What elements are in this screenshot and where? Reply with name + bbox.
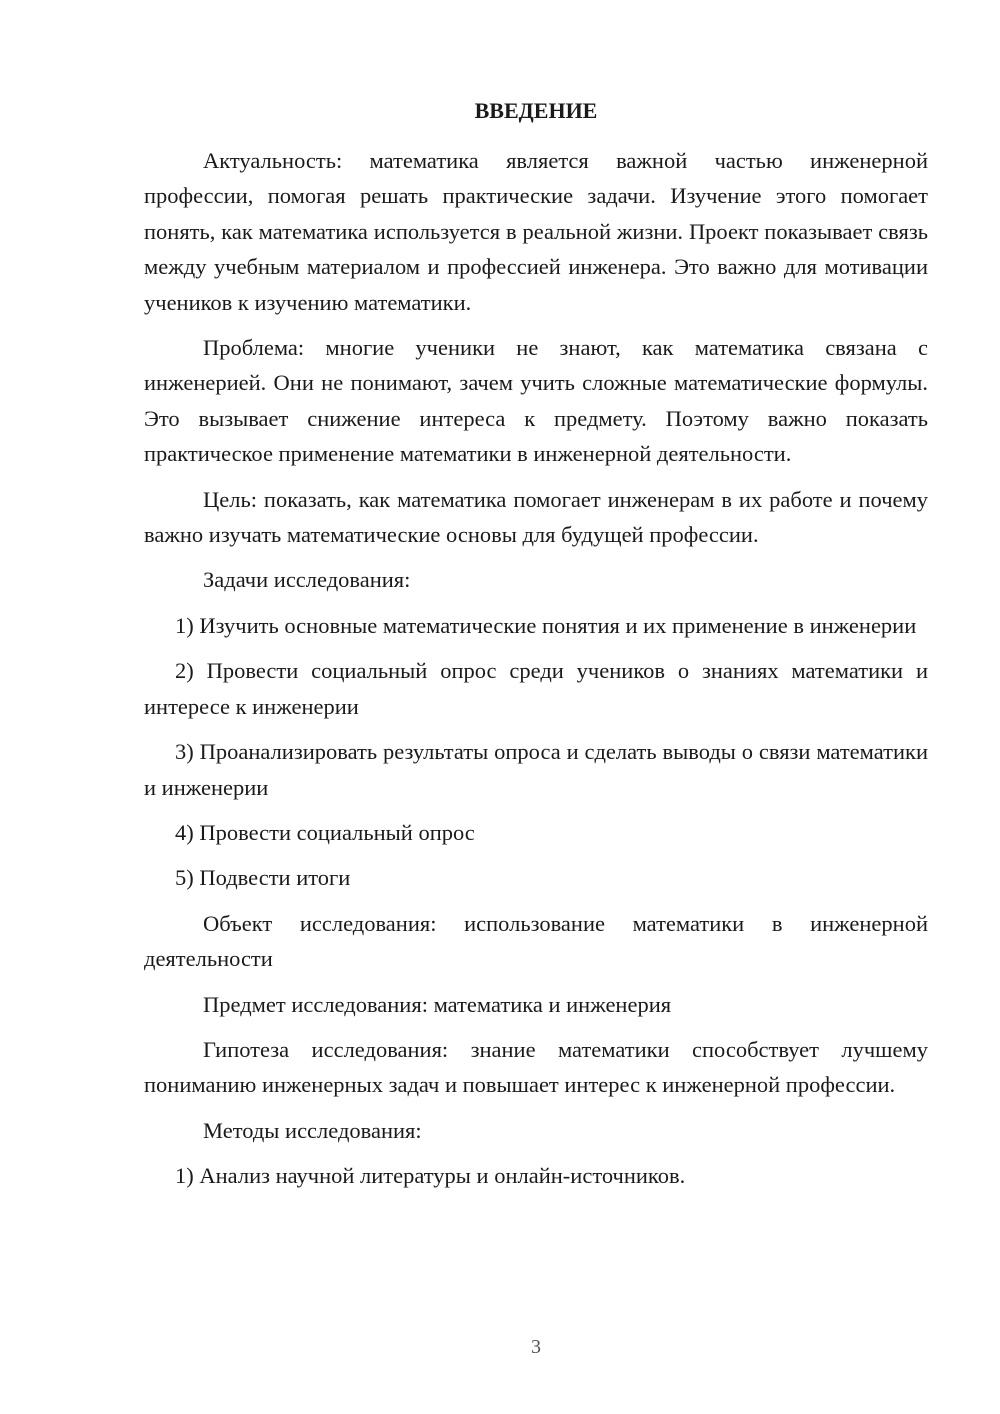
methods-heading: Методы исследования: xyxy=(203,1117,422,1143)
research-object-paragraph: Объект исследования: использование математики в инженерной деятельности xyxy=(144,910,928,972)
goal-paragraph: Цель: показать, как математика помогает инженерам в их работе и почему важно изучать математические основы для будущей профессии. xyxy=(144,486,928,548)
method-item-1: 1) Анализ научной литературы и онлайн-источников. xyxy=(175,1163,686,1189)
section-heading: ВВЕДЕНИЕ xyxy=(474,98,598,123)
tasks-heading: Задачи исследования: xyxy=(203,567,411,593)
research-subject-paragraph: Предмет исследования: математика и инженерия xyxy=(203,991,672,1017)
problem-paragraph: Проблема: многие ученики не знают, как математика связана с инженерией. Они не понимают, зачем учить сложные математические формулы. Это вызывает снижение интереса к предмету. Поэтому важно показать практическое применение математики в инженерной деятельности. xyxy=(144,335,928,467)
page-number: 3 xyxy=(531,1336,541,1358)
task-item-2: 2) Провести социальный опрос среди учеников о знаниях математики и интересе к инженерии xyxy=(144,658,928,719)
relevance-paragraph: Актуальность: математика является важной частью инженерной профессии, помогая решать практические задачи. Изучение этого помогает понять, как математика используется в реальной жизни. Проект показывает связь между учебным материалом и профессией инженера. Это важно для мотивации учеников к изучению математики. xyxy=(144,148,928,315)
task-item-3: 3) Проанализировать результаты опроса и сделать выводы о связи математики и инженерии xyxy=(144,739,928,800)
hypothesis-paragraph: Гипотеза исследования: знание математики способствует лучшему пониманию инженерных задач и повышает интерес к инженерной профессии. xyxy=(144,1036,928,1098)
task-item-5: 5) Подвести итоги xyxy=(175,865,351,891)
document-body xyxy=(144,143,928,1204)
task-item-4: 4) Провести социальный опрос xyxy=(175,819,475,845)
task-item-1: 1) Изучить основные математические понятия и их применение в инженерии xyxy=(175,612,917,638)
